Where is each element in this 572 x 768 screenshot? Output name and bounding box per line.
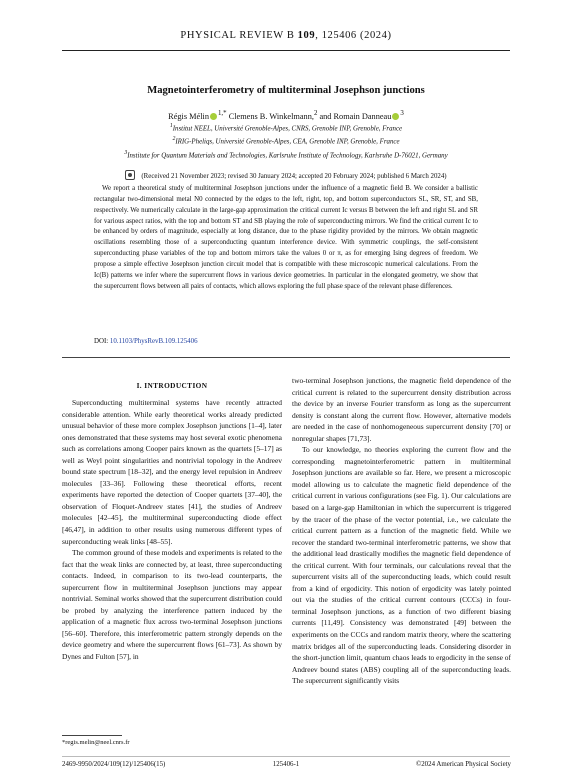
author-1[interactable]: Régis Mélin (168, 111, 209, 121)
journal-header: PHYSICAL REVIEW B 109, 125406 (2024) (180, 30, 392, 41)
paper-title: Magnetointerferometry of multiterminal Josephson junctions (147, 85, 425, 96)
right-column (292, 375, 511, 751)
affiliation: $^2$IRIG-Pheliqs, Université Grenoble-Alpes, CEA, Grenoble INP, Grenoble, France (172, 136, 400, 146)
journal-name: PHYSICAL REVIEW B (180, 30, 295, 41)
header-rule (62, 50, 510, 51)
paragraph: To our knowledge, no theories exploring the current flow and the corresponding magnetointerferometric pattern in multiterminal Josephson junctions are available so far. Here, we present a microscopic model allowing us to calculate the magnetic field dependence of the critical current in various configurations (see Fig. 1). Our calculations are based on a large-gap Hamiltonian in which the supercurrent is triggered by the tracer of the phase of the vector potential, i.e., we calculate the critical current pattern as a function of the magnetic field. While we recover the standard two-terminal interferometric patterns, we show that the additional lead drastically modifies the magnetic field dependence of the critical current. With four terminals, our calculations reveal that the supercurrent visits all of the superconducting leads, which could result from a kind of ergodicity. This notion of ergodicity was lately pointed out via the studies of the critical current contours (CCCs) in four-terminal Josephson junctions, as a function of two different biasing currents [11,49]. Consistency was demonstrated [49] between the experiments on the CCCs and random matrix theory, where the scattering matrix bridges all of the superconducting leads. Considering disorder in the short-junction limit, quantum chaos leads to ergodicity in the sense of Andreev bound states (ABS) coupling all of the superconducting leads. The supercurrent significantly visits (292, 445, 511, 686)
affiliation: $^1$Institut NEEL, Université Grenoble-Alpes, CNRS, Grenoble INP, Grenoble, France (169, 123, 403, 133)
doi-label: DOI: (94, 338, 109, 345)
footer-rule (62, 756, 510, 757)
footer-copyright: ©2024 American Physical Society (416, 761, 511, 768)
author-list (0, 110, 572, 121)
article-id: 125406 (2024) (321, 30, 392, 41)
footnote-email[interactable]: *regis.melin@neel.cnrs.fr (62, 739, 130, 746)
doi-link[interactable]: 10.1103/PhysRevB.109.125406 (109, 338, 198, 345)
affiliations (0, 121, 572, 161)
left-column (62, 397, 282, 721)
doi-line (94, 338, 198, 345)
paragraph: Superconducting multiterminal systems have recently attracted considerable attention. While early theoretical works already predicted unusual behavior of these more complex Josephson junctions [1–4], later ones demonstrated that these systems may host several exotic phenomena such as correlations among Cooper pairs known as the quartets [5–17] as well as Weyl point singularities and nontrivial topology in the Andreev bound state spectrum [18–32], and the energy level repulsion in Andreev molecules [33–36]. Following these theoretical efforts, recent experiments have reported the detection of Cooper quartets [37–40], the observation of Floquet-Andreev states [41], the studies of Andreev molecules [42–45], the multiterminal superconducting diode effect [46,47], in addition to other results using numerous different types of superconducting weak links [48–55]. (62, 398, 282, 546)
paragraph: The common ground of these models and experiments is related to the fact that the weak links are connected by, at least, three superconducting contacts. Indeed, in comparison to its two-lead counterparts, the supercurrent flow in multiterminal Josephson junctions may appear nontrivial. Seminal works showed that the supercurrent distribution could be probed by analyzing the interference pattern induced by the application of a magnetic flux across two-terminal Josephson junctions [56–60]. Therefore, this interferometric pattern strongly depends on the device geometry and where the supercurrent flows [61–73]. As shown by Dynes and Fulton [57], in (62, 548, 282, 662)
paragraph: two-terminal Josephson junctions, the magnetic field dependence of the critical current is related to the supercurrent density distribution across the device by an inverse Fourier transform as long as the supercurrent density is constant along the current flow. However, alternative models are needed in the case of nonhomogeneous supercurrent density [70] or nonregular shapes [71,73]. (292, 376, 511, 443)
author-1-sup: 1,* (217, 110, 227, 117)
affiliation: $^3$Institute for Quantum Materials and Technologies, Karlsruhe Institute of Technology, Karlsruhe D-76021, Germany (124, 149, 448, 159)
footer-issn: 2469-9950/2024/109(12)/125406(15) (62, 761, 166, 768)
check-for-updates-icon[interactable] (125, 170, 135, 180)
abstract-rule (62, 357, 510, 358)
section-heading: I. INTRODUCTION (136, 381, 208, 390)
author-3-sup: 3 (400, 110, 404, 117)
author-2-sup: 2 (313, 110, 318, 117)
page-number: 125406-1 (272, 761, 300, 768)
footnote-rule (62, 735, 122, 736)
abstract: We report a theoretical study of multiterminal Josephson junctions under the influence of a magnetic field B. We consider a ballistic rectangular two-dimensional metal N0 connected by the edges to the left, right, top, and bottom superconductors SL, SR, ST, and SB, respectively. We numerically calculate in the large-gap approximation the critical current Ic versus B between the left and right SL and SR for various aspect ratios, with the top and bottom ST and SB playing the role of superconducting mirrors. We find the critical current Ic to be enhanced by orders of magnitude, especially at long distance, due to the phase rigidity provided by the mirrors. We obtain magnetic oscillations resembling those of a superconducting quantum interference device. With symmetric couplings, the self-consistent superconducting phase variables of the top and bottom mirrors take the values 0 or π, as for emerging Ising degrees of freedom. We propose a simple effective Josephson junction circuit model that is compatible with these microscopic numerical calculations. From the Ic(B) patterns we infer where the supercurrent flows in various device geometries. In particular in the elongated geometry, we show that the supercurrent flows between all pairs of contacts, which allows exploring the full phase space of the relevant phase differences. (94, 185, 478, 290)
author-3[interactable]: and Romain Danneau (319, 111, 392, 121)
author-2[interactable]: Clemens B. Winkelmann, (228, 111, 314, 121)
received-dates: (Received 21 November 2023; revised 30 January 2024; accepted 20 February 2024; published 6 March 2024) (62, 170, 510, 180)
journal-volume: 109 (297, 30, 316, 41)
orcid-icon[interactable] (210, 113, 217, 120)
orcid-icon[interactable] (392, 113, 399, 120)
